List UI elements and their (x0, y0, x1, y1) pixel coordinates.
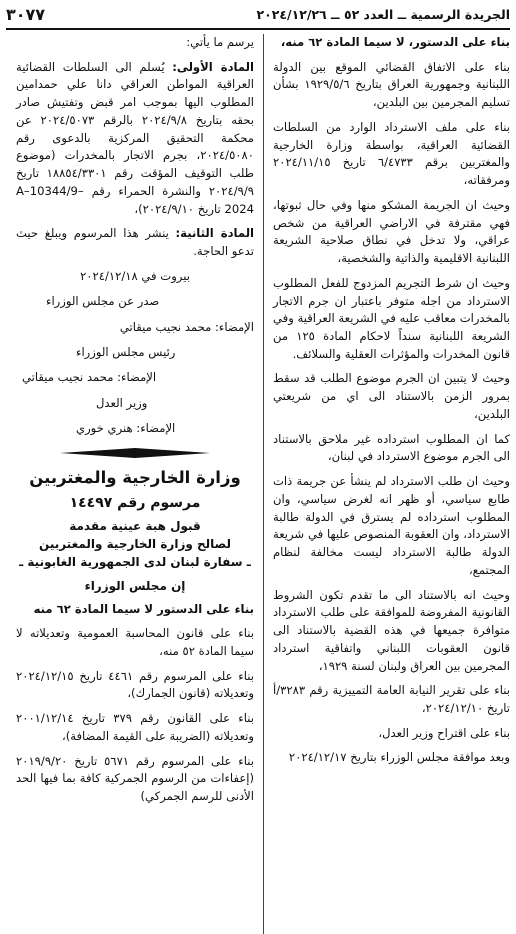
right-p11: بناء على اقتراح وزير العدل، (378, 725, 510, 740)
right-p3: بناء على ملف الاسترداد الوارد من السلطات القضائية العراقية، بواسطة وزارة الخارجية والمغتربين برقم ٦/٤٧٣٣ تاريخ ٢٠٢٤/١١/١٥ ومرفقاته، (273, 119, 510, 188)
page-header (6, 0, 510, 30)
left-l5: بناء على المرسوم رقم ٥٦٧١ تاريخ ٢٠١٩/٩/٢٠ (إعفاءات من الرسوم الجمركية كافة بما فيها الحد الأدنى للرسم الجمركي) (16, 753, 254, 804)
article-2-label: المادة الثانية: (175, 226, 255, 241)
council-heading: إن مجلس الوزراء (84, 578, 186, 593)
decree-intro: يرسم ما يأتي: (186, 35, 254, 49)
left-l1: بناء على الدستور لا سيما المادة ٦٢ منه (33, 601, 254, 616)
left-column (16, 34, 263, 934)
signature-1: الإمضاء: محمد نجيب ميقاتي (119, 319, 254, 334)
right-p1: بناء على الدستور، لا سيما المادة ٦٢ منه، (280, 35, 510, 49)
justice-minister-title: وزير العدل (96, 395, 148, 410)
right-p2: بناء على الاتفاق القضائي الموقع بين الدولة اللبنانية وجمهورية العراق بتاريخ ١٩٢٩/٥/٦ بشأن تسليم المجرمين بين البلدين، (273, 59, 510, 110)
left-l4: بناء على القانون رقم ٣٧٩ تاريخ ٢٠٠١/١٢/١٤ وتعديلاته (الضريبة على القيمة المضافة)، (16, 711, 254, 743)
signature-2: الإمضاء: محمد نجيب ميقاتي (22, 370, 157, 385)
right-p10: بناء على تقرير النيابة العامة التمييزية رقم ٣٢٨٣/أ تاريخ ٢٠٢٤/١٢/١٠، (273, 683, 510, 715)
columns (6, 34, 510, 934)
divider-ornament-icon (16, 448, 254, 458)
article-1-label: المادة الأولى: (172, 59, 254, 74)
article-2-text: ينشر هذا المرسوم ويبلغ حيث تدعو الحاجة. (16, 226, 254, 259)
article-2 (16, 225, 254, 260)
decree-number: مرسوم رقم ١٤٤٩٧ (69, 494, 201, 511)
decree-subject (16, 517, 254, 571)
right-p7: كما ان المطلوب استرداده غير ملاحق بالاستناد الى الجرم موضوع الاسترداد في لبنان، (273, 431, 510, 464)
place-date: بيروت في ٢٠٢٤/١٢/١٨ (80, 268, 190, 283)
pm-title: رئيس مجلس الوزراء (76, 344, 176, 359)
right-p5: وحيث ان شرط التجريم المزدوج للفعل المطلوب الاسترداد من اجله متوفر باعتبار ان جرم الاتجار بالمخدرات معاقب عليه في الشريعة العراقية وفي الشريعة اللبنانية سنداً لاحكام المادة ١٢٥ من قانون المخدرات والمؤثرات العقلية والسلائف. (273, 275, 510, 361)
left-l2: بناء على قانون المحاسبة العمومية وتعديلاته لا سيما المادة ٥٢ منه، (16, 626, 254, 659)
left-l3: بناء على المرسوم رقم ٤٤٦١ تاريخ ٢٠٢٤/١٢/١٥ وتعديلاته (قانون الجمارك)، (16, 668, 254, 701)
signature-3: الإمضاء: هنري خوري (76, 421, 176, 436)
decree-subject-line-2: لصالح وزارة الخارجية والمغتربين (39, 536, 231, 551)
issued-by: صدر عن مجلس الوزراء (46, 294, 160, 309)
right-p12: وبعد موافقة مجلس الوزراء بتاريخ ٢٠٢٤/١٢/١٧ (288, 750, 510, 765)
decree-subject-line-1: قبول هبة عينية مقدمة (69, 518, 201, 533)
gazette-title: الجريدة الرسمية ــ العدد ٥٢ ــ ٢٠٢٤/١٢/٢٦ (256, 6, 510, 22)
right-p9: وحيث انه بالاستناد الى ما تقدم تكون الشروط القانونية المفروضة للموافقة على طلب الاسترداد متوافرة جميعها في هذه القضية بالاستناد الى قانون العقوبات اللبناني واتفاقية استرداد المجرمين بين العراق ولبنان لسنة ١٩٢٩، (273, 587, 510, 673)
page-number: ٣٠٧٧ (6, 4, 46, 24)
ministry-heading: وزارة الخارجية والمغتربين (29, 467, 241, 487)
right-p6: وحيث لا يتبين ان الجرم موضوع الطلب قد سقط بمرور الزمن بالاستناد الى اي من شريعتي البلدين، (273, 371, 510, 421)
article-1-text: يُسلم الى السلطات القضائية العراقية المواطن العراقي دانا علي حمدامين المطلوب اليها بموجب امر قبض وتفتيش صادر بحقه بتاريخ ٢٠٢٤/٩/٨ بالرقم ٢٠٢٤/٥٠٧٣ عن محكمة التحقيق المركزية بالدعوى رقم ٢٠٢٤/٥٠٨٠، بجرم الاتجار بالمخدرات (موضوع طلب التوقيف المؤقت رقم ١٨٨٥٤/٣٣٠١ تاريخ ٢٠٢٤/٩/٩ والنشرة الحمراء رقم A–10344/9–2024 تاريخ ٢٠٢٤/٩/١٠)، (16, 59, 254, 216)
right-p8: وحيث ان طلب الاسترداد لم ينشأ عن جريمة ذات طابع سياسي، أو ظهر انه لغرض سياسي، وان المطلوب استرداده لم يسترق في الدولة طالبة الاسترداد، وان العقوبة المنصوص عليها في شريعة الدولة طالبة الاسترداد ليست مخالفة لنظام المجتمع، (273, 474, 510, 577)
right-column (263, 34, 510, 934)
right-p4: وحيث ان الجريمة المشكو منها وفي حال ثبوتها، فهي مقترفة في الاراضي العراقية من شخص عراقي، ولا تدخل في نطاق صلاحية الشريعة اللبنانية الاقليمية والذاتية والشخصية، (273, 197, 510, 266)
article-1 (16, 59, 254, 219)
decree-subject-line-3: ـ سفارة لبنان لدى الجمهورية الغابونية ـ (19, 554, 251, 569)
